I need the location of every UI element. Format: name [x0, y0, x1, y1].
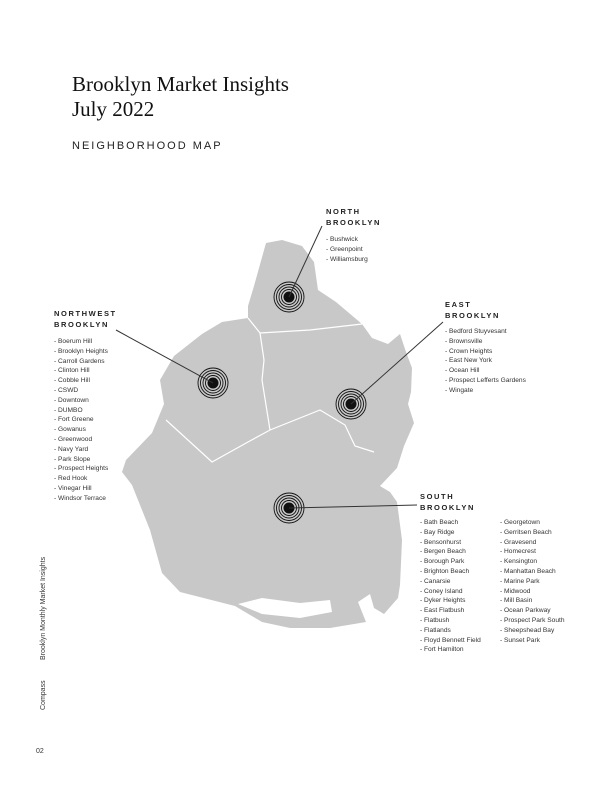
neighborhood-item: - Carroll Gardens — [54, 357, 105, 365]
brooklyn-landmass — [122, 240, 414, 628]
region-name-line: BROOKLYN — [326, 218, 382, 227]
neighborhood-item: - Navy Yard — [54, 445, 89, 453]
region-name-line: BROOKLYN — [54, 320, 110, 329]
neighborhood-list-south-col1 — [420, 518, 481, 655]
neighborhood-item: - Park Slope — [54, 455, 91, 463]
neighborhood-item: - Greenpoint — [326, 245, 363, 253]
neighborhood-list-north — [326, 235, 368, 264]
region-heading-east — [445, 299, 500, 321]
title-line-2: July 2022 — [72, 97, 155, 121]
neighborhood-item: - Bensonhurst — [420, 538, 462, 546]
neighborhood-item: - Clinton Hill — [54, 367, 90, 375]
neighborhood-item: - East New York — [445, 357, 492, 365]
neighborhood-item: - Bushwick — [326, 236, 358, 243]
neighborhood-item: - Sheepshead Bay — [500, 626, 555, 634]
neighborhood-item: - Greenwood — [54, 435, 93, 443]
region-name-line: BROOKLYN — [445, 311, 501, 320]
neighborhood-item: - Gowanus — [54, 426, 86, 434]
neighborhood-item: - CSWD — [54, 386, 79, 394]
neighborhood-item: - Fort Greene — [54, 416, 94, 424]
neighborhood-item: - Brownsville — [445, 337, 483, 345]
neighborhood-item: - Flatlands — [420, 626, 451, 634]
region-name-line: NORTHWEST — [54, 309, 117, 318]
neighborhood-item: - Canarsie — [420, 577, 451, 585]
neighborhood-item: - Prospect Heights — [54, 465, 109, 473]
neighborhood-item: - Gravesend — [500, 538, 537, 546]
neighborhood-item: - Midwood — [500, 587, 531, 595]
neighborhood-item: - Gerritsen Beach — [500, 528, 552, 536]
region-heading-northwest — [54, 308, 117, 330]
neighborhood-item: - Manhattan Beach — [500, 567, 556, 575]
neighborhood-item: - Boerum Hill — [54, 338, 93, 345]
region-heading-south — [420, 491, 475, 513]
page-number: 02 — [36, 748, 44, 755]
neighborhood-item: - Coney Island — [420, 587, 463, 595]
neighborhood-item: - Brighton Beach — [420, 567, 470, 575]
neighborhood-item: - Cobble Hill — [54, 377, 90, 385]
page-subtitle: NEIGHBORHOOD MAP — [72, 140, 223, 152]
neighborhood-item: - Crown Heights — [445, 347, 493, 355]
neighborhood-list-northwest — [54, 337, 108, 504]
region-name-line: SOUTH — [420, 492, 455, 501]
neighborhood-item: - Dyker Heights — [420, 597, 466, 605]
neighborhood-item: - Bay Ridge — [420, 528, 455, 536]
region-heading-north — [326, 206, 381, 228]
neighborhood-item: - Vinegar Hill — [54, 484, 92, 492]
neighborhood-item: - Bedford Stuyvesant — [445, 328, 507, 335]
neighborhood-item: - Marine Park — [500, 577, 540, 585]
neighborhood-list-south-col2 — [500, 518, 565, 645]
neighborhood-item: - Bath Beach — [420, 519, 459, 526]
neighborhood-item: - Prospect Lefferts Gardens — [445, 376, 526, 384]
neighborhood-item: - Fort Hamilton — [420, 646, 464, 654]
title-line-1: Brooklyn Market Insights — [72, 72, 289, 96]
neighborhood-item: - Downtown — [54, 396, 89, 404]
neighborhood-item: - Windsor Terrace — [54, 494, 106, 502]
neighborhood-item: - Williamsburg — [326, 255, 368, 263]
neighborhood-item: - Prospect Park South — [500, 616, 565, 624]
neighborhood-item: - East Flatbush — [420, 607, 465, 615]
neighborhood-item: - Brooklyn Heights — [54, 347, 108, 355]
neighborhood-item: - Mill Basin — [500, 597, 533, 605]
neighborhood-item: - Kensington — [500, 558, 538, 566]
region-name-line: NORTH — [326, 207, 361, 216]
region-name-line: BROOKLYN — [420, 503, 476, 512]
neighborhood-item: - Sunset Park — [500, 636, 540, 644]
brand-label: Compass — [40, 680, 47, 710]
neighborhood-item: - Flatbush — [420, 616, 450, 624]
neighborhood-item: - Wingate — [445, 386, 474, 394]
neighborhood-item: - Ocean Hill — [445, 367, 480, 375]
neighborhood-item: - Ocean Parkway — [500, 607, 551, 615]
neighborhood-item: - Homecrest — [500, 548, 536, 556]
vertical-publication-label: Brooklyn Monthly Market Insights — [40, 556, 47, 660]
neighborhood-item: - Georgetown — [500, 519, 540, 526]
neighborhood-item: - Borough Park — [420, 558, 465, 566]
neighborhood-item: - Red Hook — [54, 475, 88, 483]
neighborhood-item: - Floyd Bennett Field — [420, 636, 481, 644]
region-name-line: EAST — [445, 300, 472, 309]
neighborhood-item: - Bergen Beach — [420, 548, 466, 556]
neighborhood-item: - DUMBO — [54, 406, 83, 414]
neighborhood-list-east — [445, 327, 526, 396]
